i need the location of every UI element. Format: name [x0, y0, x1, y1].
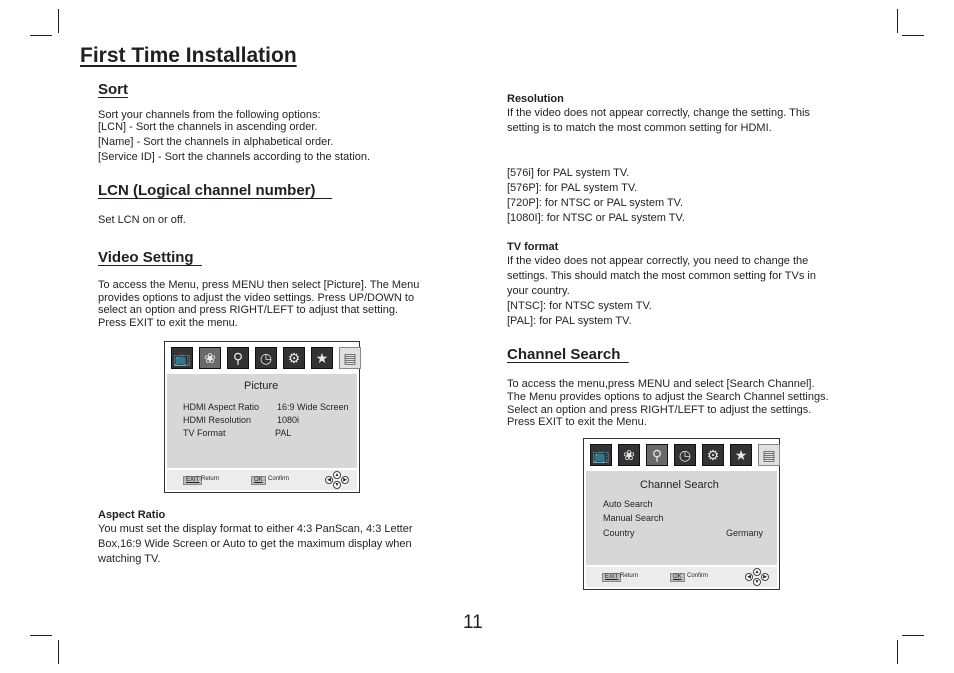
sort-text: [Service ID] - Sort the channels according to the station. — [98, 151, 371, 163]
video-setting-text: provides options to adjust the video settings. Press UP/DOWN to — [98, 292, 415, 304]
tv-format-text: If the video does not appear correctly, you need to change the — [507, 255, 809, 267]
clock-icon: ◷ — [255, 347, 277, 369]
settings-gear-icon: ⚙ — [283, 347, 305, 369]
page-title: First Time Installation — [80, 44, 297, 67]
games-icon: ★ — [311, 347, 333, 369]
resolution-option: [1080I]: for NTSC or PAL system TV. — [507, 212, 685, 224]
sort-text: [LCN] - Sort the channels in ascending order. — [98, 121, 318, 133]
picture-menu-screenshot — [164, 341, 360, 493]
crop-mark — [897, 640, 898, 664]
resolution-option: [576P]: for PAL system TV. — [507, 182, 638, 194]
crop-mark — [30, 35, 52, 36]
exit-hint: Return — [620, 573, 639, 579]
menu-row-label: HDMI Aspect Ratio — [183, 402, 260, 412]
resolution-text: If the video does not appear correctly, change the setting. This — [507, 107, 810, 119]
tv-icon: 📺 — [590, 444, 612, 466]
tv-format-heading: TV format — [507, 241, 559, 253]
exit-key: EXIT — [183, 476, 202, 485]
menu-title: Picture — [244, 380, 279, 392]
channel-search-text: Select an option and press RIGHT/LEFT to adjust the settings. — [507, 404, 812, 416]
resolution-text: setting is to match the most common setting for HDMI. — [507, 122, 772, 134]
aspect-ratio-text: watching TV. — [98, 553, 161, 565]
menu-icon-bar — [584, 439, 779, 471]
menu-row-value: Germany — [726, 528, 764, 538]
search-tools-icon: ⚲ — [227, 347, 249, 369]
video-setting-heading-text: Video Setting — [98, 249, 194, 266]
usb-media-icon: ▤ — [758, 444, 780, 466]
settings-gear-icon: ⚙ — [702, 444, 724, 466]
video-setting-text: To access the Menu, press MENU then select [Picture]. The Menu — [98, 279, 420, 291]
sort-text: Sort your channels from the following options: — [98, 109, 321, 121]
channel-search-heading-text: Channel Search — [507, 346, 621, 363]
clock-icon: ◷ — [674, 444, 696, 466]
channel-search-text: Press EXIT to exit the Menu. — [507, 416, 647, 428]
menu-row-label: HDMI Resolution — [183, 415, 252, 425]
menu-row-label: Auto Search — [603, 499, 653, 509]
tv-format-text: [PAL]: for PAL system TV. — [507, 315, 632, 327]
tv-format-text: [NTSC]: for NTSC system TV. — [507, 300, 652, 312]
channel-search-heading — [507, 346, 629, 363]
search-tools-icon: ⚲ — [646, 444, 668, 466]
channel-search-text: To access the menu,press MENU and select [Search Channel]. — [507, 378, 815, 390]
crop-mark — [902, 635, 924, 636]
ok-key: OK — [670, 573, 685, 582]
navigation-keys-icon: ▲ ◀ ▶ ▼ — [323, 471, 351, 489]
menu-row-label: TV Format — [183, 428, 226, 438]
menu-panel — [586, 471, 777, 565]
crop-mark — [897, 9, 898, 33]
video-setting-text: select an option and press RIGHT/LEFT to adjust that setting. — [98, 304, 399, 316]
tv-format-text: your country. — [507, 285, 570, 297]
crop-mark — [30, 635, 52, 636]
lcn-text: Set LCN on or off. — [98, 214, 186, 226]
menu-row-value: 16:9 Wide Screen — [277, 402, 349, 412]
menu-footer — [586, 567, 777, 587]
navigation-keys-icon: ▲ ◀ ▶ ▼ — [743, 568, 771, 586]
aspect-ratio-text: You must set the display format to either 4:3 PanScan, 4:3 Letter — [98, 523, 413, 535]
film-reel-icon: ❀ — [618, 444, 640, 466]
tv-format-text: settings. This should match the most common setting for TVs in — [507, 270, 816, 282]
menu-icon-bar — [165, 342, 359, 374]
ok-hint: Confirm — [268, 476, 290, 482]
sort-text: [Name] - Sort the channels in alphabetical order. — [98, 136, 334, 148]
menu-title: Channel Search — [640, 479, 719, 491]
channel-search-text: The Menu provides options to adjust the Search Channel settings. — [507, 391, 829, 403]
games-icon: ★ — [730, 444, 752, 466]
film-reel-icon: ❀ — [199, 347, 221, 369]
aspect-ratio-text: Box,16:9 Wide Screen or Auto to get the maximum display when — [98, 538, 412, 550]
page-number: 11 — [463, 612, 483, 633]
exit-hint: Return — [201, 476, 220, 482]
menu-row-label: Country — [603, 528, 635, 538]
video-setting-heading — [98, 249, 202, 266]
aspect-ratio-heading: Aspect Ratio — [98, 509, 166, 521]
crop-mark — [58, 9, 59, 33]
channel-search-menu-screenshot — [583, 438, 780, 590]
exit-key: EXIT — [602, 573, 621, 582]
ok-key: OK — [251, 476, 266, 485]
resolution-option: [720P]: for NTSC or PAL system TV. — [507, 197, 684, 209]
menu-row-value: 1080i — [277, 415, 300, 425]
ok-hint: Confirm — [687, 573, 709, 579]
usb-media-icon: ▤ — [339, 347, 361, 369]
menu-row-label: Manual Search — [603, 513, 664, 523]
lcn-heading — [98, 182, 332, 199]
tv-icon: 📺 — [171, 347, 193, 369]
crop-mark — [902, 35, 924, 36]
crop-mark — [58, 640, 59, 664]
menu-row-value: PAL — [275, 428, 292, 438]
menu-footer — [167, 470, 357, 490]
resolution-option: [576i] for PAL system TV. — [507, 167, 630, 179]
video-setting-text: Press EXIT to exit the menu. — [98, 317, 238, 329]
resolution-heading: Resolution — [507, 93, 564, 105]
menu-panel — [167, 374, 357, 468]
sort-heading: Sort — [98, 81, 128, 98]
lcn-heading-text: LCN (Logical channel number) — [98, 182, 316, 199]
